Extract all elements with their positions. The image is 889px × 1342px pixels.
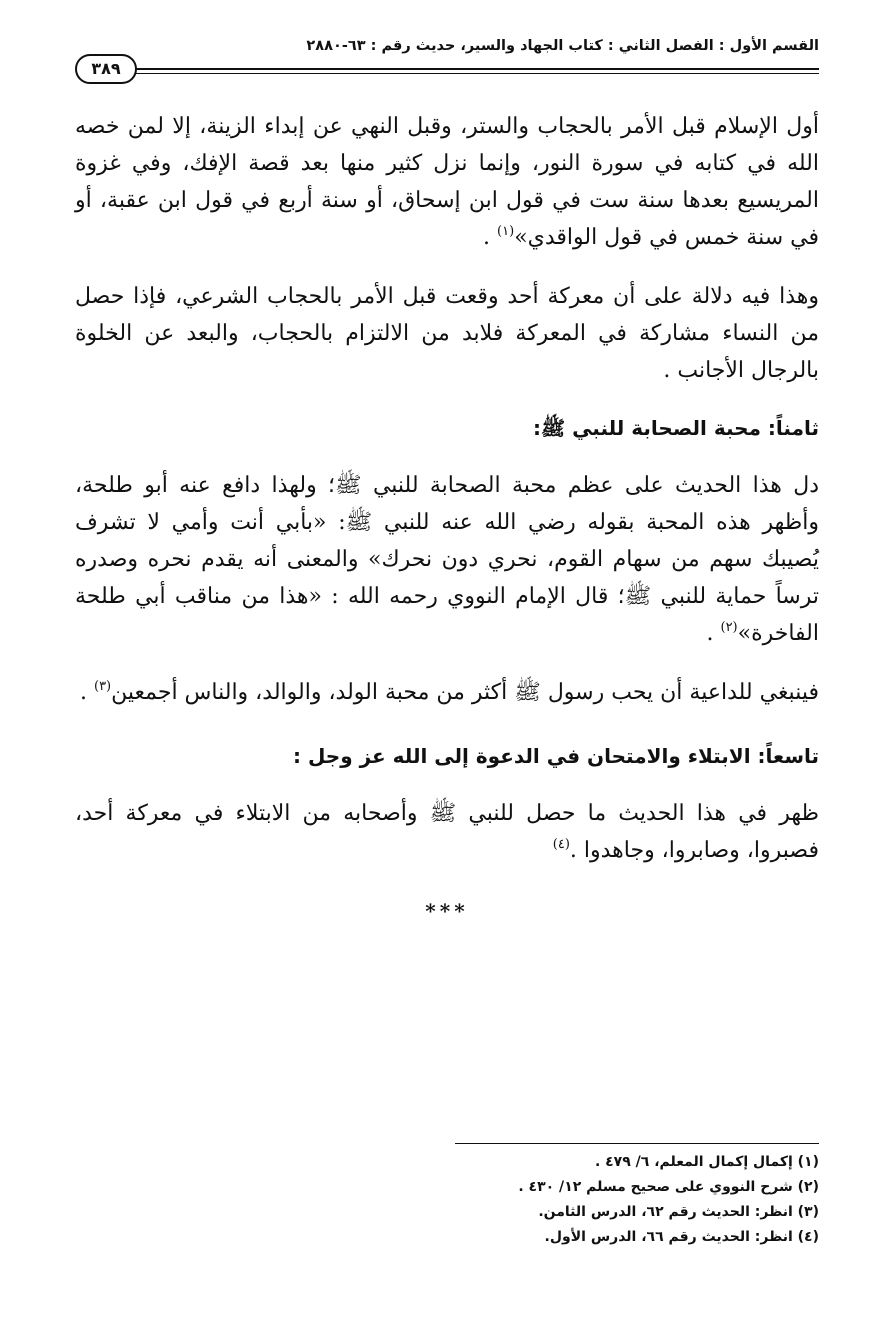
paragraph-3-end: . (706, 621, 721, 646)
main-text (75, 108, 819, 923)
paragraph-3 (75, 467, 819, 652)
footnote-ref-4: (٤) (552, 837, 570, 852)
paragraph-5-text: ظهر في هذا الحديث ما حصل للنبي ﷺ وأصحابه من الابتلاء في معركة أحد، فصبروا، وصابروا، وجاهدوا . (75, 801, 819, 863)
paragraph-1 (75, 108, 819, 256)
running-header: القسم الأول : الفصل الثاني : كتاب الجهاد والسير، حديث رقم : ٦٣-٢٨٨٠ (306, 38, 819, 54)
page-number: ٣٨٩ (75, 54, 137, 84)
paragraph-3-text: دل هذا الحديث على عظم محبة الصحابة للنبي ﷺ؛ ولهذا دافع عنه أبو طلحة، وأظهر هذه المحبة بقوله رضي الله عنه للنبي ﷺ: «بأبي أنت وأمي لا تشرف يُصيبك سهم من سهام القوم، نحري دون نحرك» والمعنى أنه يقدم نحره وصدره ترساً حماية للنبي ﷺ؛ قال الإمام النووي رحمه الله : «هذا من مناقب أبي طلحة الفاخرة» (75, 473, 819, 646)
footnote-1: (١) إكمال إكمال المعلم، ٦/ ٤٧٩ . (594, 1154, 819, 1170)
section-heading-8: ثامناً: محبة الصحابة للنبي ﷺ: (532, 416, 819, 440)
footnote-4: (٤) انظر: الحديث رقم ٦٦، الدرس الأول. (544, 1229, 819, 1245)
paragraph-4-text: فينبغي للداعية أن يحب رسول ﷺ أكثر من محبة الولد، والوالد، والناس أجمعين (111, 680, 819, 705)
section-heading-9: تاسعاً: الابتلاء والامتحان في الدعوة إلى الله عز وجل : (292, 744, 819, 768)
footnote-3: (٣) انظر: الحديث رقم ٦٢، الدرس الثامن. (538, 1204, 819, 1220)
paragraph-1-end: . (483, 225, 498, 250)
header-rule (135, 68, 819, 74)
footnote-ref-3: (٣) (93, 679, 112, 694)
footnote-ref-2: (٢) (720, 620, 738, 635)
footnote-ref-1: (١) (497, 224, 515, 239)
paragraph-2: وهذا فيه دلالة على أن معركة أحد وقعت قبل الأمر بالحجاب الشرعي، فإذا حصل من النساء مشاركة في المعركة فلابد من الالتزام بالحجاب، والبعد عن الخلوة بالرجال الأجانب . (75, 284, 819, 383)
section-separator: *** (425, 899, 469, 923)
paragraph-1-text: أول الإسلام قبل الأمر بالحجاب والستر، وقبل النهي عن إبداء الزينة، إلا لمن خصه الله في كتابه في سورة النور، وإنما نزل كثير منها بعد قصة الإفك، وفي غزوة المريسيع بعدها سنة ست في قول ابن إسحاق، أو سنة أربع في قول ابن عقبة، أو في سنة خمس في قول الواقدي» (75, 114, 819, 250)
paragraph-5 (75, 795, 819, 869)
paragraph-4 (75, 674, 819, 711)
paragraph-4-end: . (79, 680, 94, 705)
footnote-2: (٢) شرح النووي على صحيح مسلم ١٢/ ٤٣٠ . (518, 1179, 819, 1195)
footnote-rule (455, 1143, 819, 1144)
footnotes (75, 1150, 819, 1250)
